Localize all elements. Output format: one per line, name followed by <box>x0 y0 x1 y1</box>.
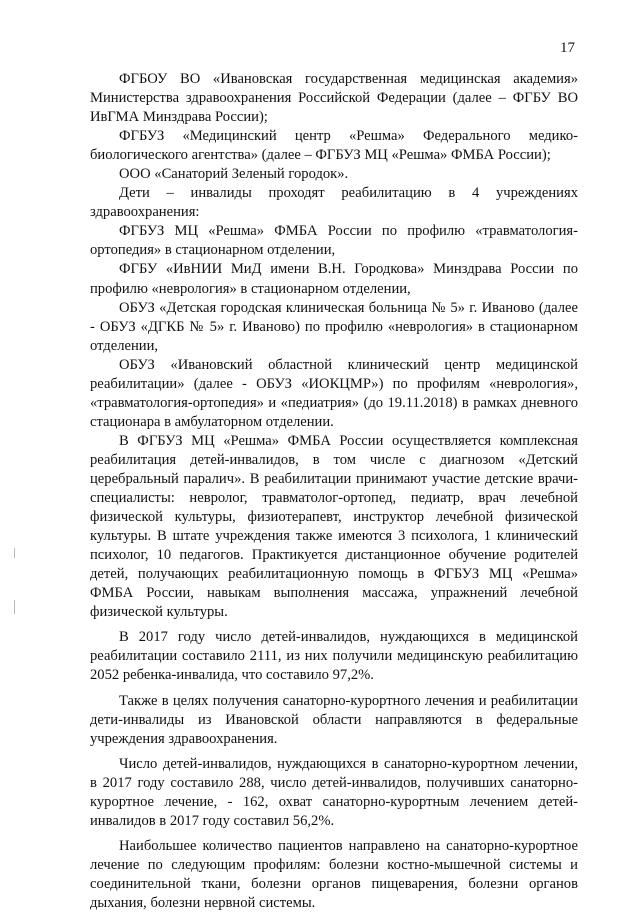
paragraph-sanatorium-federal: Также в целях получения санаторно-курортного лечения и реабилитации дети-инвалиды из Ивановской области направляются в федеральные учреждения здравоохранения. <box>90 692 578 747</box>
scan-edge-mark <box>14 548 15 558</box>
paragraph-rehab-institutions: Дети – инвалиды проходят реабилитацию в 4 учреждениях здравоохранения: <box>90 185 578 221</box>
paragraph-sanatorium-profiles: Наибольшее количество пациентов направлено на санаторно-курортное лечение по следующим профилям: болезни костно-мышечной системы и соединительной ткани, болезни органов пищеварения, болезни органов дыхания, болезни нервной системы. <box>90 837 578 911</box>
paragraph-dgkb5-profile: ОБУЗ «Детская городская клиническая больница № 5» г. Иваново (далее - ОБУЗ «ДГКБ № 5» г. Иваново) по профилю «неврология» в стационарном отделении, <box>90 299 578 354</box>
paragraph-reshma-profile: ФГБУЗ МЦ «Решма» ФМБА России по профилю «травматология-ортопедия» в стационарном отделении, <box>90 223 578 259</box>
scan-edge-mark <box>14 600 15 614</box>
page-number: 17 <box>560 40 575 56</box>
paragraph-fgbou-ivgma: ФГБОУ ВО «Ивановская государственная медицинская академия» Министерства здравоохранения Российской Федерации (далее – ФГБУ ВО ИвГМА Минздрава России); <box>90 71 578 126</box>
paragraph-fgbuz-reshma: ФГБУЗ «Медицинский центр «Решма» Федерального медико-биологического агентства» (далее – ФГБУЗ МЦ «Решма» ФМБА России); <box>90 128 578 164</box>
paragraph-ivnii-profile: ФГБУ «ИвНИИ МиД имени В.Н. Городкова» Минздрава России по профилю «неврология» в стационарном отделении, <box>90 261 578 297</box>
paragraph-2017-sanatorium-stats: Число детей-инвалидов, нуждающихся в санаторно-курортном лечении, в 2017 году составило 288, число детей-инвалидов, получивших санаторно-курортное лечение, - 162, охват санаторно-курортным лечением детей-инвалидов в 2017 году составил 56,2%. <box>90 755 578 829</box>
paragraph-iokcmr-profile: ОБУЗ «Ивановский областной клинический центр медицинской реабилитации» (далее - ОБУЗ «ИОКЦМР») по профилям «неврология», «травматология-ортопедия» и «педиатрия» (до 19.11.2018) в рамках дневного стационара в амбулаторном отделении. <box>90 356 578 430</box>
paragraph-reshma-rehab: В ФГБУЗ МЦ «Решма» ФМБА России осуществляется комплексная реабилитация детей-инвалидов, в том числе с диагнозом «Детский церебральный паралич». В реабилитации принимают участие детские врачи-специалисты: невролог, травматолог-ортопед, педиатр, врач лечебной физической культуры, физиотерапевт, инструктор лечебной физической культуры. В штате учреждения также имеются 3 психолога, 1 клинический психолог, 10 педагогов. Практикуется дистанционное обучение родителей детей, получающих реабилитационную помощь в ФГБУЗ МЦ «Решма» ФМБА России, навыкам выполнения массажа, упражнений лечебной физической культуры. <box>90 432 578 621</box>
paragraph-2017-medical-rehab: В 2017 году число детей-инвалидов, нуждающихся в медицинской реабилитации составило 2111, из них получили медицинскую реабилитацию 2052 ребенка-инвалида, что составило 97,2%. <box>90 629 578 684</box>
paragraph-sanatorium: ООО «Санаторий Зеленый городок». <box>119 166 349 183</box>
document-body <box>90 70 578 913</box>
